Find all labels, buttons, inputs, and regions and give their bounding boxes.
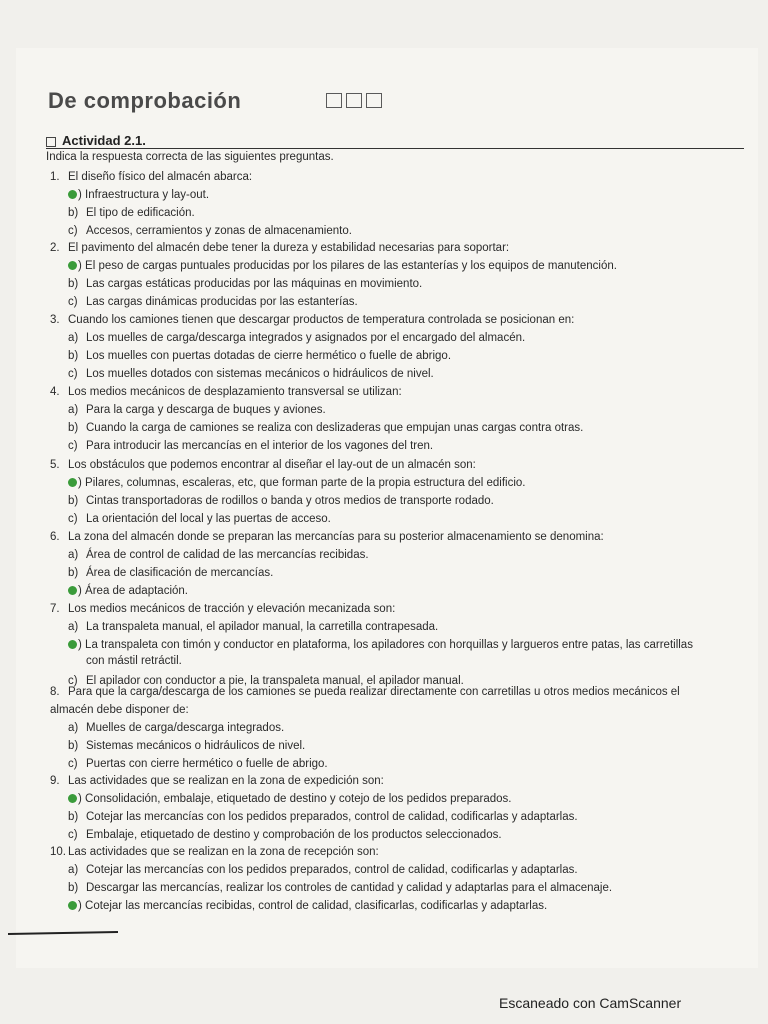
option-letter: a) xyxy=(68,549,79,561)
answer-option xyxy=(68,512,331,526)
option-letter: c) xyxy=(68,829,78,841)
checkbox-icon xyxy=(326,93,342,108)
option-letter: a) xyxy=(68,864,79,876)
option-letter: ) xyxy=(78,900,82,912)
scanner-watermark: Escaneado con CamScanner xyxy=(499,995,682,1011)
option-letter: b) xyxy=(68,207,79,219)
answer-option xyxy=(68,403,326,417)
checkbox-icon xyxy=(346,93,362,108)
answer-option xyxy=(68,739,305,753)
answer-option xyxy=(68,863,578,877)
option-text: Cotejar las mercancías con los pedidos preparados, control de calidad, codificarlas y adaptarlas. xyxy=(86,864,578,876)
option-text: Los muelles de carga/descarga integrados y asignados por el encargado del almacén. xyxy=(86,332,526,344)
option-text: Puertas con cierre hermético o fuelle de abrigo. xyxy=(86,758,328,770)
question xyxy=(50,685,680,699)
option-text: Las cargas dinámicas producidas por las estanterías. xyxy=(86,296,358,308)
answer-option xyxy=(68,757,328,771)
answer-option xyxy=(68,439,433,453)
option-text: Para la carga y descarga de buques y aviones. xyxy=(86,404,326,416)
option-text: Los muelles con puertas dotadas de cierre hermético o fuelle de abrigo. xyxy=(86,350,452,362)
answer-option xyxy=(68,792,511,806)
selected-mark-icon xyxy=(68,640,77,649)
question-number: 6. xyxy=(50,531,60,543)
option-letter: ) xyxy=(78,260,82,272)
option-letter: c) xyxy=(68,513,78,525)
question-text: Las actividades que se realizan en la zona de expedición son: xyxy=(68,775,384,787)
question xyxy=(50,774,384,788)
option-text: Consolidación, embalaje, etiquetado de destino y cotejo de los pedidos preparados. xyxy=(85,793,512,805)
answer-option xyxy=(68,494,494,508)
option-text: Accesos, cerramientos y zonas de almacenamiento. xyxy=(86,225,352,237)
selected-mark-icon xyxy=(68,901,77,910)
question-number: 8. xyxy=(50,686,60,698)
option-letter: c) xyxy=(68,758,78,770)
answer-option xyxy=(68,828,502,842)
option-text: Cotejar las mercancías con los pedidos preparados, control de calidad, codificarlas y adaptarlas. xyxy=(86,811,578,823)
option-text: Cotejar las mercancías recibidas, control de calidad, clasificarlas, codificarlas y adaptarlas. xyxy=(85,900,548,912)
selected-mark-icon xyxy=(68,478,77,487)
question-number: 4. xyxy=(50,386,60,398)
option-letter: c) xyxy=(68,675,78,687)
option-text: La transpaleta manual, el apilador manual, la carretilla contrapesada. xyxy=(86,621,439,633)
option-continuation xyxy=(86,654,182,668)
question-number: 2. xyxy=(50,242,60,254)
option-letter: c) xyxy=(68,225,78,237)
answer-option xyxy=(68,295,358,309)
option-letter: c) xyxy=(68,368,78,380)
option-letter: c) xyxy=(68,296,78,308)
option-text: Descargar las mercancías, realizar los controles de cantidad y calidad y adaptarlas para el almacenaje. xyxy=(86,882,613,894)
answer-option xyxy=(68,331,525,345)
option-text: Muelles de carga/descarga integrados. xyxy=(86,722,285,734)
option-letter: a) xyxy=(68,621,79,633)
answer-option xyxy=(68,188,209,202)
option-letter: b) xyxy=(68,350,79,362)
selected-mark-icon xyxy=(68,794,77,803)
answer-option xyxy=(68,224,352,238)
option-text: La transpaleta con timón y conductor en plataforma, los apiladores con horquillas y largueros entre patas, las carretillas xyxy=(85,639,693,651)
option-text: Embalaje, etiquetado de destino y comprobación de los productos seleccionados. xyxy=(86,829,502,841)
question xyxy=(50,385,402,399)
option-letter: b) xyxy=(68,422,79,434)
question-text: Los medios mecánicos de tracción y elevación mecanizada son: xyxy=(68,603,396,615)
option-text: Área de clasificación de mercancías. xyxy=(86,567,274,579)
option-letter: b) xyxy=(68,811,79,823)
question xyxy=(50,170,252,184)
answer-option xyxy=(68,476,525,490)
question-number: 7. xyxy=(50,603,60,615)
question-text: Para que la carga/descarga de los camiones se pueda realizar directamente con carretillas u otros medios mecánicos el xyxy=(68,686,680,698)
difficulty-boxes xyxy=(326,93,382,108)
option-text: Las cargas estáticas producidas por las máquinas en movimiento. xyxy=(86,278,423,290)
answer-option xyxy=(68,421,583,435)
option-text: Cintas transportadoras de rodillos o banda y otros medios de transporte rodado. xyxy=(86,495,494,507)
checkbox-icon xyxy=(366,93,382,108)
question-text: almacén debe disponer de: xyxy=(50,704,189,716)
option-text: El apilador con conductor a pie, la transpaleta manual, el apilador manual. xyxy=(86,675,464,687)
option-text: Pilares, columnas, escaleras, etc, que forman parte de la propia estructura del edificio. xyxy=(85,477,526,489)
option-letter: ) xyxy=(78,477,82,489)
option-text: Los muelles dotados con sistemas mecánicos o hidráulicos de nivel. xyxy=(86,368,434,380)
answer-option xyxy=(68,259,617,273)
option-text: Para introducir las mercancías en el interior de los vagones del tren. xyxy=(86,440,434,452)
question-text: La zona del almacén donde se preparan las mercancías para su posterior almacenamiento se denomina: xyxy=(68,531,604,543)
answer-option xyxy=(68,721,284,735)
question xyxy=(50,241,509,255)
answer-option xyxy=(68,638,693,652)
option-text: Área de adaptación. xyxy=(85,585,188,597)
option-letter: b) xyxy=(68,278,79,290)
option-text: La orientación del local y las puertas de acceso. xyxy=(86,513,331,525)
question-text: Los obstáculos que podemos encontrar al diseñar el lay-out de un almacén son: xyxy=(68,459,476,471)
question xyxy=(50,602,395,616)
answer-option xyxy=(68,566,273,580)
question-continuation xyxy=(50,703,189,717)
question xyxy=(50,845,379,859)
question xyxy=(50,458,476,472)
divider xyxy=(46,148,744,149)
answer-option xyxy=(68,206,195,220)
question-number: 3. xyxy=(50,314,60,326)
selected-mark-icon xyxy=(68,190,77,199)
question-text: Los medios mecánicos de desplazamiento transversal se utilizan: xyxy=(68,386,402,398)
question-number: 1. xyxy=(50,171,60,183)
option-letter: ) xyxy=(78,639,82,651)
question-number: 5. xyxy=(50,459,60,471)
answer-option xyxy=(68,620,438,634)
option-text: El tipo de edificación. xyxy=(86,207,195,219)
answer-option xyxy=(68,367,434,381)
option-text: Área de control de calidad de las mercancías recibidas. xyxy=(86,549,369,561)
selected-mark-icon xyxy=(68,586,77,595)
question xyxy=(50,313,574,327)
activity-title: Actividad 2.1. xyxy=(62,133,146,148)
question-text: Las actividades que se realizan en la zona de recepción son: xyxy=(68,846,379,858)
option-letter: b) xyxy=(68,740,79,752)
question-text: El diseño físico del almacén abarca: xyxy=(68,171,253,183)
question xyxy=(50,530,604,544)
question-number: 9. xyxy=(50,775,60,787)
option-letter: a) xyxy=(68,332,79,344)
activity-heading xyxy=(46,133,146,148)
section-title: De comprobación xyxy=(48,88,242,113)
option-letter: a) xyxy=(68,722,79,734)
option-letter: ) xyxy=(78,189,82,201)
answer-option xyxy=(68,899,547,913)
question-number: 10. xyxy=(50,846,66,858)
instructions: Indica la respuesta correcta de las siguientes preguntas. xyxy=(46,151,334,163)
selected-mark-icon xyxy=(68,261,77,270)
answer-option xyxy=(68,584,188,598)
option-letter: a) xyxy=(68,404,79,416)
option-text: con mástil retráctil. xyxy=(86,655,182,667)
answer-option xyxy=(68,548,369,562)
answer-option xyxy=(68,881,612,895)
option-letter: b) xyxy=(68,495,79,507)
answer-option xyxy=(68,277,422,291)
option-letter: ) xyxy=(78,793,82,805)
answer-option xyxy=(68,349,451,363)
question-text: Cuando los camiones tienen que descargar productos de temperatura controlada se posicionan en: xyxy=(68,314,575,326)
option-letter: b) xyxy=(68,567,79,579)
option-text: El peso de cargas puntuales producidas por los pilares de las estanterías y los equipos de manutención. xyxy=(85,260,617,272)
answer-option xyxy=(68,810,578,824)
checkbox-icon xyxy=(46,137,56,147)
option-letter: b) xyxy=(68,882,79,894)
option-text: Infraestructura y lay-out. xyxy=(85,189,210,201)
option-letter: ) xyxy=(78,585,82,597)
option-text: Sistemas mecánicos o hidráulicos de nivel. xyxy=(86,740,306,752)
option-letter: c) xyxy=(68,440,78,452)
option-text: Cuando la carga de camiones se realiza con deslizaderas que empujan unas cargas contra otras. xyxy=(86,422,584,434)
question-text: El pavimento del almacén debe tener la dureza y estabilidad necesarias para soportar: xyxy=(68,242,510,254)
